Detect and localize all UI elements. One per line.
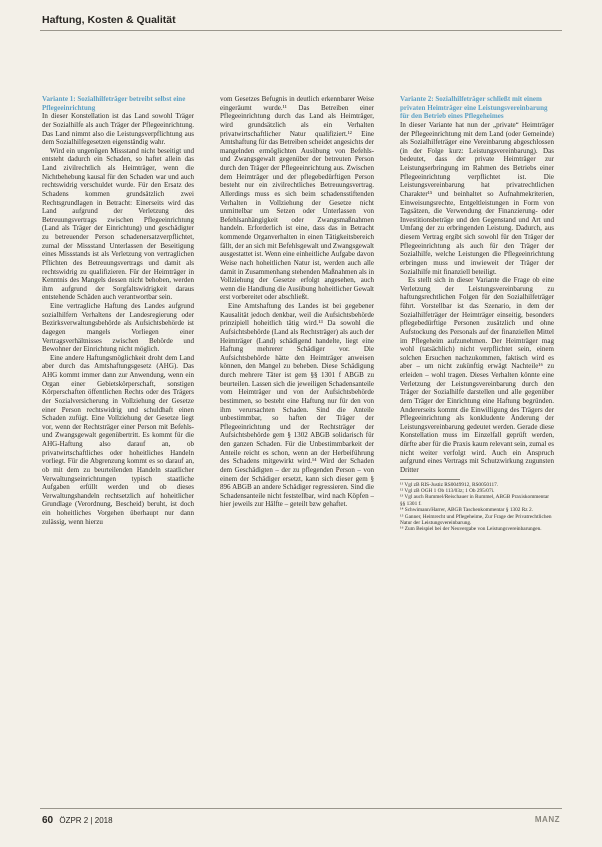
paragraph: Wird ein ungenügen Missstand nicht beseitigt und entsteht dadurch ein Schaden, so haftet allein das Land zivilrechtlich als Heimträger, wenn die Nichtbehebung kausal für den Schaden war und auch rechtswidrig verschuldet wurde. Für den Ersatz des Schadens kommen grundsätzlich zwei Rechtsgrundlagen in Betracht: Einerseits wird das Land aufgrund der Verletzung des Betreuungsvertrags zwischen Pflegeeinrichtung (Land als Träger der Einrichtung) und geschädigter zu betreuender Person schadenersatzverpflichtet, zumal der Missstand Unterlassen der Beseitigung eines Missstands ist als Verletzung von vertraglichen Pflichten des Betreuungsvertrags und damit als rechtswidrig zu qualifizieren. Für der Heimträger in Kenntnis des Mangels dessen nicht behoben, werden ihm aufgrund der Sorgfaltswidrigkeit daraus entstehende Schäden auch verantwortbar sein. [42, 146, 194, 302]
column-1 [42, 95, 194, 800]
header-rule [40, 30, 562, 31]
footnote: ¹⁶ Zum Beispiel bei der Neuvergabe von Leistungsvereinbarungen. [400, 526, 542, 533]
publisher-logo: MANZ [534, 815, 560, 824]
paragraph: Eine Amtshaftung des Landes ist bei gegebener Kausalität jedoch denkbar, weil die Aufsichtsbehörde prinzipiell hoheitlich tätig wird.¹³ Da sowohl die Aufsichtsbehörde (Land als Rechtsträger) als auch der Heimträger (Land) schädigend handelte, liegt eine Haftung mehrerer Schädiger vor. Die Aufsichtsbehörde hätte den Heimträger anweisen können, den Mangel zu beheben. Diese Schädigung durch mehrere Täter ist gem §§ 1301 f ABGB zu beurteilen. Lassen sich die jeweiligen Schadensanteile vom Heimträger und von der Aufsichtsbehörde bestimmen, so besteht eine Haftung nur für den von ihm verursachten Schaden. Sind die Anteile unbestimmbar, so haften der Träger der Pflegeeinrichtung und der Rechtsträger der Aufsichtsbehörde gem § 1302 ABGB solidarisch für den ganzen Schaden. Für die Unbestimmbarkeit der Anteile reicht es schon, wenn an der Herbeiführung des Schadens mitgewirkt wird.¹⁴ Wird der Schaden dem Geschädigten – der zu pflegenden Person – von einem der Schädiger ersetzt, kann sich dieser gem § 896 ABGB an andere Schädiger regressieren. Sind die Schadensanteile nicht feststellbar, wird nach Köpfen – hier jeweils zur Hälfte – geteilt bzw gehaftet. [220, 302, 374, 509]
running-header: Haftung, Kosten & Qualität [42, 14, 176, 26]
footer-rule [40, 808, 562, 809]
footnote: ¹² Vgl zB OGH 1 Ob 113/03z; 1 Ob 295/07i. [400, 487, 495, 494]
paragraph: Es stellt sich in dieser Variante die Frage ob eine Verletzung der Leistungsvereinbarung zu haftungsrechtlichen Folgen für den Sozialhilfeträger führt. Vorstellbar ist das Szenario, in dem der Sozialhilfeträger der Heimträger einseitig, besonders pflegebedürftige Personen zusätzlich und ohne Aufstockung des Personals auf der finanziellen Mittel im Pflegeheim aufzunehmen. Der Heimträger mag wohl (tatsächlich) nicht verpflichtet sein, einem solchen Ersuchen nachzukommen, faktisch wird es aber – um nicht zukünftig erwägt Nachteile¹⁶ zu erleiden – wohl tragen. Dieses Verhalten könnte eine Verletzung der Leistungsvereinbarung durch den Träger der Sozialhilfe darstellen und alle gegenüber dem Träger der Einrichtung eine Haftung begründen. Andererseits kommt die Einwilligung des Trägers der Pflegeeinrichtung als konkludente Änderung der Leistungsvereinbarung gedeutet werden. Gerade diese Konstellation muss im Einzelfall geprüft werden, dürfte aber für die Praxis kaum relevant sein, zumal es nicht weiter verfolgt wird. Auch ein Anspruch aufgrund eines Vertrags mit Schutzwirkung zugunsten Dritter [400, 276, 554, 474]
paragraph: In dieser Konstellation ist das Land sowohl Träger der Sozialhilfe als auch Träger der Pflegeeinrichtung. Das Land nimmt also die Leistungsverpflichtung aus dem Sozialhilfegesetzen eigenständig wahr. [42, 112, 194, 147]
footnote: ¹³ Vgl auch Rummel/Reischauer in Rummel, ABGB Praxiskommentar §§ 1301 f. [400, 494, 550, 507]
variant-2-heading: Variante 2: Sozialhilfeträger schließt mit einem privaten Heimträger eine Leistungsvereinbarung für den Betrieb eines Pflegeheimes [400, 95, 548, 121]
column-3 [400, 95, 554, 800]
footnote-rule [400, 479, 460, 480]
paragraph: vom Gesetzes Befugnis in deutlich erkennbarer Weise eingeräumt wurde.¹¹ Das Betreiben einer Pflegeeinrichtung durch das Land als Heimträger, wird grundsätzlich als ein Verhalten privatwirtschaftlicher Natur qualifiziert.¹² Eine Amtshaftung für das Betreiben scheidet angesichts der mangelnden ermöglichten Ausübung von Befehls- und Zwangsgewalt gegenüber der betreuten Person durch den Träger der Pflegeeinrichtung aus. Zwischen dem Heimträger und der pflegebedürftigen Person besteht nur ein zivilrechtliches Betreuungsvertrag. Allerdings muss es sich beim schadensstiftenden Verhalten in Vollziehung der Gesetze nicht unmittelbar um Setzen oder Unterlassen von Befehlsanhängigkeit oder Zwangsmaßnahmen handeln. Erforderlich ist eine, dass das in Betracht kommende Organverhalten in einen Tätigkeitsbereich fällt, der an sich mit Befehlsgewalt und Zwangsgewalt ausgestattet ist. Wenn eine einheitliche Aufgabe davon Weise nach hoheitlichen Natur ist, werden auch alle damit in Zusammenhang stehenden Maßnahmen als in Vollziehung der Gesetze erfolgt angesehen, auch wenn die Handlung die Ausübung hoheitlicher Gewalt erst vorbereitet oder abschließt. [220, 95, 374, 302]
paragraph: Eine andere Haftungsmöglichkeit droht dem Land aber durch das Amtshaftungsgesetz (AHG). Das AHG kommt immer dann zur Anwendung, wenn ein Organ einer Gebietskörperschaft, sonstigen Körperschaften öffentlichen Rechts oder des Trägers der Sozialversicherung in Vollziehung der Gesetze einer Person rechtswidrig und schuldhaft einen Schaden zufügt. Eine Vollziehung der Gesetze liegt vor, wenn der Rechtsträger einer Person mit Befehls- und Zwangsgewalt gegenübertritt. Es kommt für die AHG-Haftung also darauf an, ob privatwirtschaftliches oder hoheitliches Handeln vorliegt. Für die Abgrenzung kommt es so darauf an, ob mit dem zu beurteilenden Handeln staatlicher Verwaltungseinrichtungen typisch staatliche Aufgaben erfüllt werden und ob dieses Verwaltungshandeln rechtsetzlich auf hoheitlicher Grundlage (Verordnung, Bescheid) beruht, ist doch ein hoheitliches Vorgehen überhaupt nur dann zulässig, wenn hierzu [42, 353, 194, 526]
footnote: ¹¹ Vgl zB RIS-Justiz RS0049912, RS0050117. [400, 481, 499, 488]
paragraph: Eine vertragliche Haftung des Landes aufgrund sozialhilfern Verhaltens der Landesregierung oder Bezirksverwaltungsbehörde als Aufsichtsbehörde ist dagegen mangels Vorliegen einer Vertragsverhältnisses zwischen Behörde und Bewohner der Einrichtung nicht möglich. [42, 302, 194, 354]
page-footer [42, 815, 113, 826]
page-number: 60 [42, 815, 54, 826]
journal-name: ÖZPR 2 | 2018 [59, 816, 113, 825]
column-2 [220, 95, 374, 800]
footnotes [400, 482, 554, 533]
paragraph: In dieser Variante hat nun der „private“ Heimträger der Pflegeeinrichtung mit dem Land (oder Gemeinde) als Sozialhilfeträger eine Vereinbarung abgeschlossen (in der Folge kurz: Leistungsvereinbarung). Das bedeutet, dass der private Heimträger zur Leistungserbringung im Rahmen des Betriebs einer Pflegeeinrichtung verpflichtet ist. Die Leistungsvereinbarung hat privatrechtlichen Charakter¹⁵ und beinhaltet so Aufnahmekriterien, Einweisungsrechte, Entgeltleistungen in Form von Tagsätzen, die Verwendung der Finanzierung- oder Investitionsbeträge und den Gegenstand und Art und Umfang der zu erbringenden Leistung. Dadurch, aus diesem Vertrag ergibt sich sowohl für den Träger der Pflegeeinrichtung als auch für den Träger der Sozialhilfe, welche Leistungen die Pflegeeinrichtung erbringen muss und inwieweit der Träger der Sozialhilfe mit finanziell beteiligt. [400, 120, 554, 276]
footnote: ¹⁵ Ganner, Heimrecht und Pflegeheime, Zur Frage der Privatrechtlichen Natur der Leistungsvereinbarung. [400, 513, 552, 526]
variant-1-heading: Variante 1: Sozialhilfeträger betreibt selbst eine Pflegeeinrichtung [42, 95, 186, 112]
footnote: ¹⁴ Schwimann/Harrer, ABGB Taschenkommentar § 1302 Rz 2. [400, 507, 533, 514]
